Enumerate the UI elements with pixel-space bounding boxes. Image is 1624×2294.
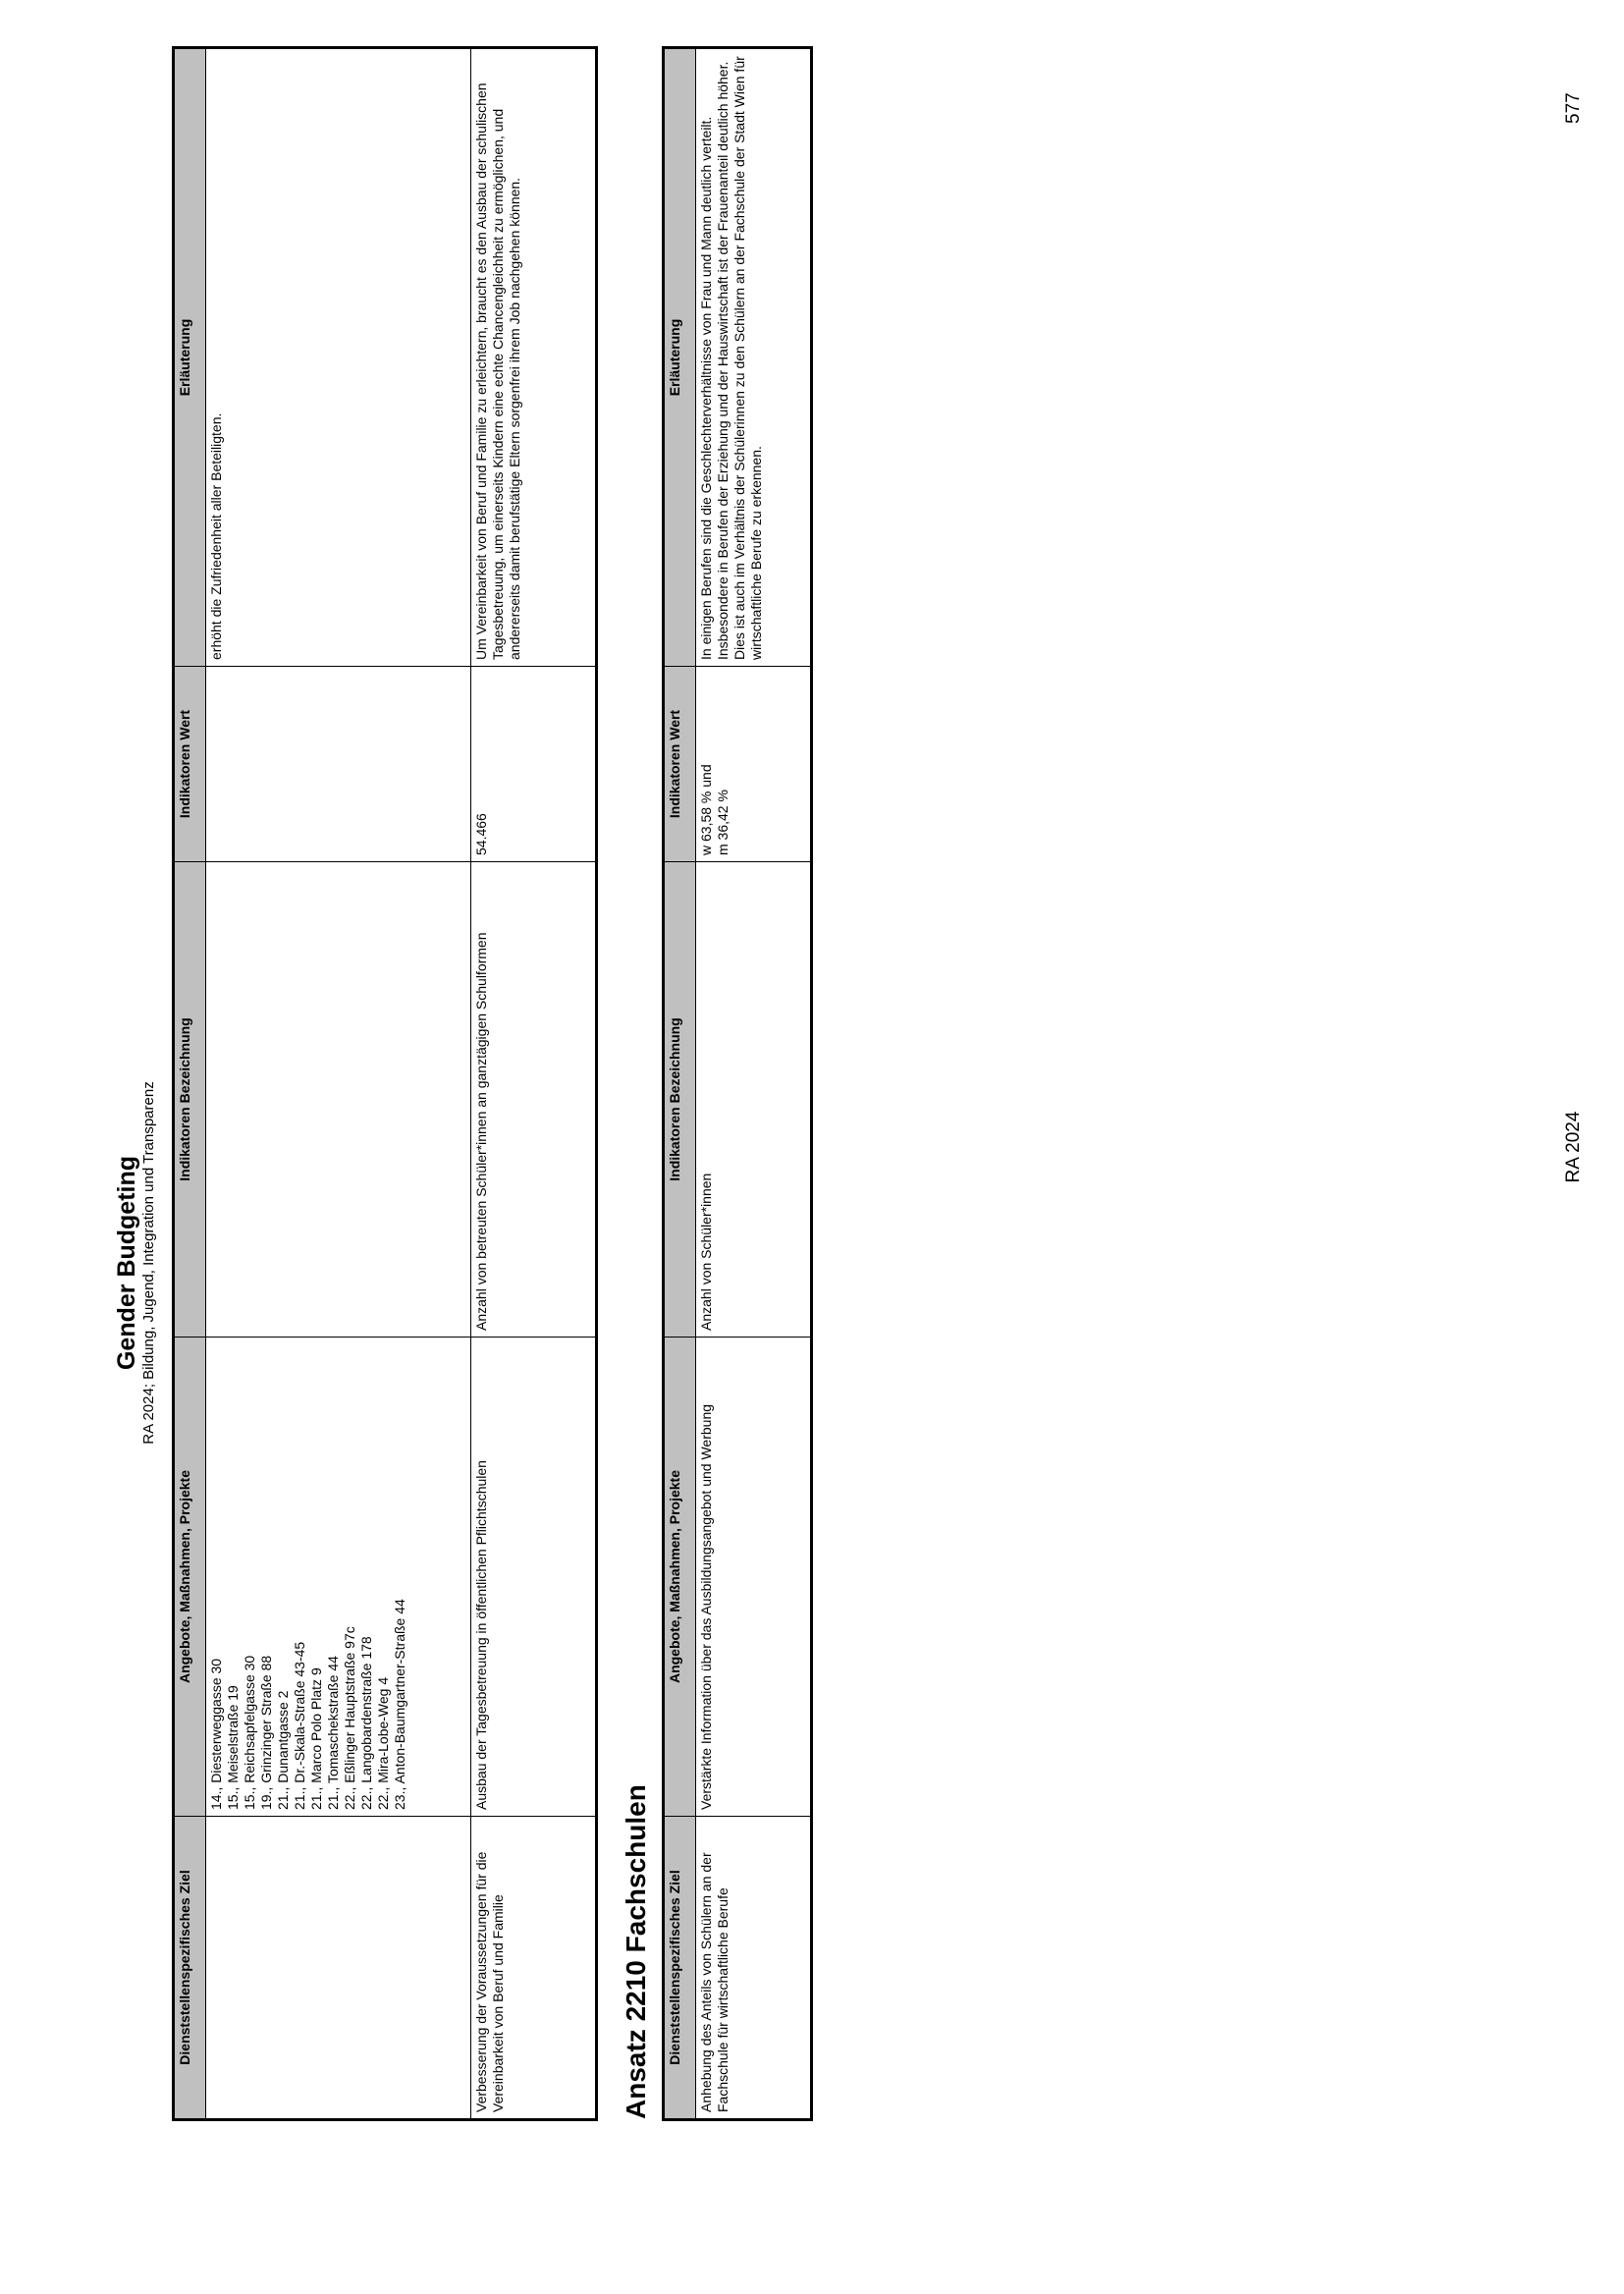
footer-report-label: RA 2024 <box>1563 1111 1584 1183</box>
col-header-wert: Indikatoren Wert <box>174 667 206 862</box>
address-item: 22., Langobardenstraße 178 <box>358 1636 374 1810</box>
table-header-row <box>664 48 696 2120</box>
address-item: 22., Eßlinger Hauptstraße 97c <box>342 1626 357 1810</box>
address-item: 21., Marco Polo Platz 9 <box>308 1667 324 1810</box>
ziel-cell: Anhebung des Anteils von Schülern an der Fachschule für wirtschaftliche Berufe <box>696 1817 812 2120</box>
address-item: 21., Dunantgasse 2 <box>275 1690 291 1810</box>
col-header-wert: Indikatoren Wert <box>664 667 696 862</box>
angebote-cell: Ausbau der Tagesbetreuung in öffentlichen Pflichtschulen <box>471 1338 597 1817</box>
ziel-cell: Verbesserung der Voraussetzungen für die Vereinbarkeit von Beruf und Familie <box>471 1817 597 2120</box>
table-header-row <box>174 48 206 2120</box>
erlaeuterung-cell: In einigen Berufen sind die Geschlechterverhältnisse von Frau und Mann deutlich verteilt. Insbesondere in Berufen der Erziehung und der Hauswirtschaft ist der Frauenanteil deutlich höher. Dies ist auch im Verhältnis der Schülerinnen zu den Schülern an der Fachschule der Stadt Wien für wirtschaftliche Berufe zu erkennen. <box>696 48 812 667</box>
col-header-indikator: Indikatoren Bezeichnung <box>174 862 206 1338</box>
address-item: 15., Reichsapfelgasse 30 <box>242 1655 257 1810</box>
indikator-cell <box>206 862 471 1338</box>
wert-cell <box>206 667 471 862</box>
address-item: 19., Grinzinger Straße 88 <box>258 1655 274 1810</box>
address-item: 22., Mira-Lobe-Weg 4 <box>375 1676 391 1810</box>
erlaeuterung-cell: Um Vereinbarkeit von Beruf und Familie zu erleichtern, braucht es den Ausbau der schulischen Tagesbetreuung, um einerseits Kindern eine echte Chancengleichheit zu ermöglichen, und andererseits damit berufstätige Eltern sorgenfrei ihrem Job nachgehen können. <box>471 48 597 667</box>
address-item: 21., Dr.-Skala-Straße 43-45 <box>292 1641 307 1810</box>
section-heading-ansatz-2210: Ansatz 2210 Fachschulen <box>621 1784 651 2119</box>
gender-budgeting-table <box>172 46 598 2121</box>
address-item: 14., Diesterweggasse 30 <box>208 1658 224 1810</box>
page-title: Gender Budgeting <box>113 1155 140 1371</box>
table-row <box>471 48 597 2120</box>
erlaeuterung-cell: erhöht die Zufriedenheit aller Beteiligten. <box>206 48 471 667</box>
address-item: 21., Tomaschekstraße 44 <box>325 1656 341 1810</box>
col-header-ziel: Dienststellenspezifisches Ziel <box>664 1817 696 2120</box>
angebote-list-cell <box>206 1338 471 1817</box>
indikator-cell: Anzahl von betreuten Schüler*innen an ganztägigen Schulformen <box>471 862 597 1338</box>
col-header-erlaeuterung: Erläuterung <box>174 48 206 667</box>
ziel-cell <box>206 1817 471 2120</box>
address-item: 15., Meiselstraße 19 <box>225 1685 241 1810</box>
table-row <box>696 48 812 2120</box>
indikator-cell: Anzahl von Schüler*innen <box>696 862 812 1338</box>
wert-cell <box>696 667 812 862</box>
col-header-angebote: Angebote, Maßnahmen, Projekte <box>664 1338 696 1817</box>
table-row <box>206 48 471 2120</box>
col-header-ziel: Dienststellenspezifisches Ziel <box>174 1817 206 2120</box>
col-header-erlaeuterung: Erläuterung <box>664 48 696 667</box>
wert-line: w 63,58 % und <box>698 764 714 855</box>
col-header-angebote: Angebote, Maßnahmen, Projekte <box>174 1338 206 1817</box>
angebote-cell: Verstärkte Information über das Ausbildungsangebot und Werbung <box>696 1338 812 1817</box>
page-subtitle: RA 2024; Bildung, Jugend, Integration und Transparenz <box>140 1081 157 1445</box>
page-number: 577 <box>1563 92 1584 124</box>
col-header-indikator: Indikatoren Bezeichnung <box>664 862 696 1338</box>
fachschulen-table <box>662 46 813 2121</box>
address-item: 23., Anton-Baumgartner-Straße 44 <box>392 1599 407 1810</box>
wert-line: m 36,42 % <box>715 790 731 855</box>
wert-cell: 54.466 <box>471 667 597 862</box>
